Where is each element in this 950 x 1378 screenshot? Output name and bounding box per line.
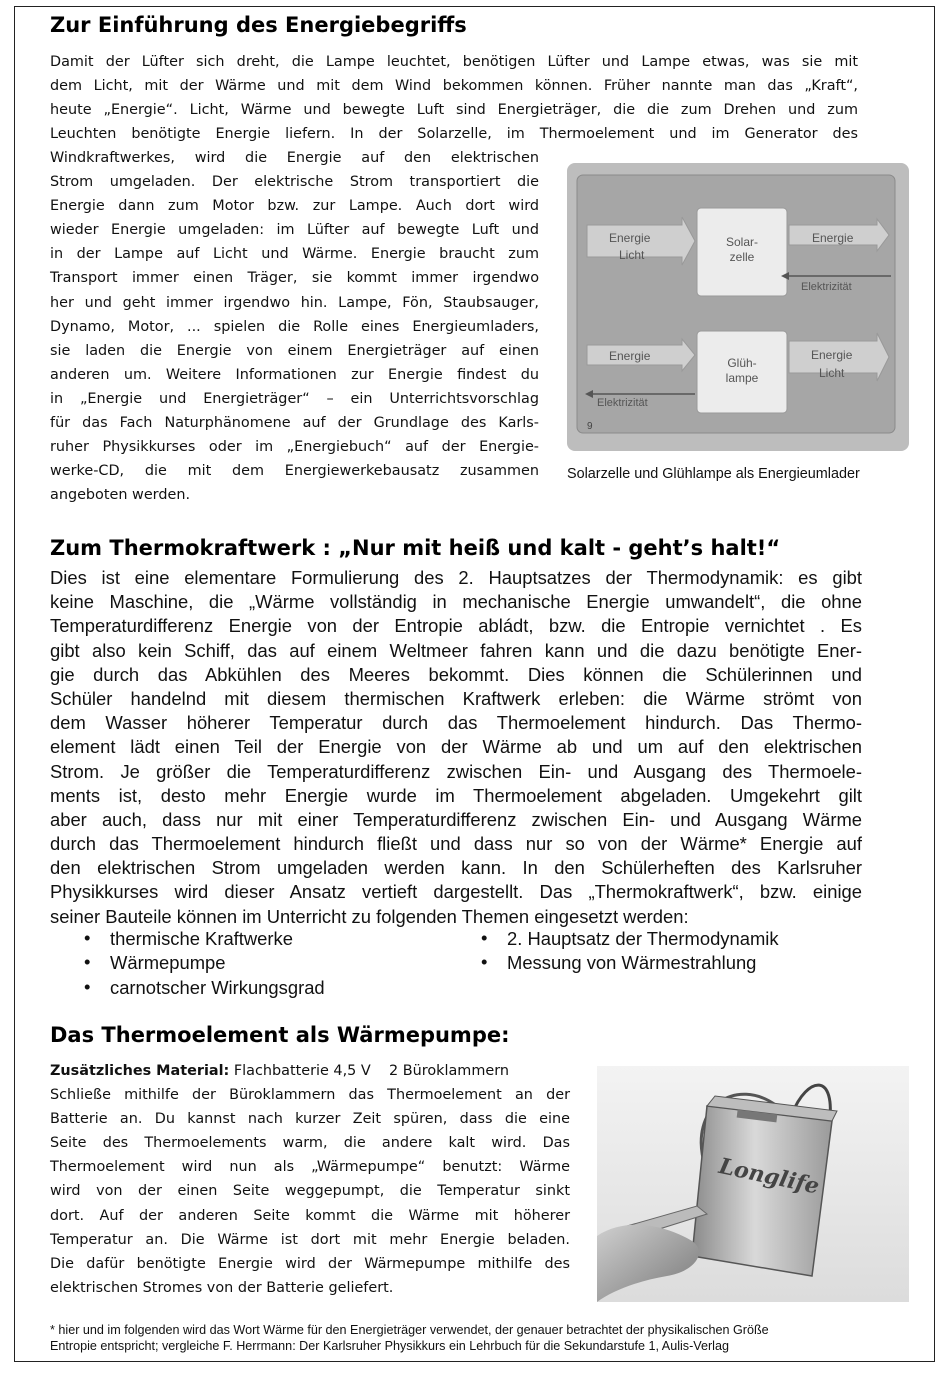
text-line: element lädt einen Teil der Energie von der Wärme ab und um auf den elektrischen <box>50 736 862 758</box>
text-line: dem Licht, mit der Wärme und mit dem Wind bekommen können. Früher nannte man das „Kraft“, <box>50 78 858 95</box>
text-line: gie durch das Abkühlen des Meeres bekommt. Dies können die Schülerinnen und <box>50 663 862 685</box>
text-line: in „Energie und Energieträger“ – ein Unterrichtsvorschlag <box>50 390 539 407</box>
text-line: Strom umgeladen. Der elektrische Strom transportiert die <box>50 174 539 191</box>
energy-converter-figure <box>567 163 909 451</box>
output-label: Energie <box>812 231 854 245</box>
text-line: Physikkurses wird dieser Ansatz vertieft dargestellt. Das „Thermokraftwerk“, bzw. einige <box>50 881 862 903</box>
lamp-label: lampe <box>725 371 759 385</box>
section2-paragraph <box>50 566 862 929</box>
text-line: Seite des Thermoelements warm, die andere kalt wird. Das <box>50 1135 570 1152</box>
text-line: Batterie an. Du kannst nach kurzer Zeit spüren, dass die eine <box>50 1111 570 1128</box>
text-line: den elektrischen Strom umgeladen werden kann. In den Schülerheften des Karlsruher <box>50 857 862 879</box>
text-line: wieder Energie umgeladen: im Lüfter auf bewegte Luft und <box>50 222 539 239</box>
material-line <box>50 1059 570 1083</box>
text-line: keine Maschine, die „Wärme vollständig in mechanische Energie umwandelt“, die ohne <box>50 591 862 613</box>
return-label: Elektrizität <box>801 281 852 293</box>
footnote-line: Entropie entspricht; vergleiche F. Herrmann: Der Karlsruher Physikkurs ein Lehrbuch für die Sekundarstufe 1, Aulis-Verlag <box>50 1339 729 1353</box>
footnote-line: * hier und im folgenden wird das Wort Wärme für den Energieträger verwendet, der genauer betrachtet der physikalischen Größe <box>50 1323 769 1337</box>
section-heading-heat-pump: Das Thermoelement als Wärmepumpe: <box>50 1023 510 1047</box>
text-line: wird von der einen Seite weggepumpt, die Temperatur sinkt <box>50 1183 570 1200</box>
text-line: Temperatur an. Die Wärme ist dort mit mehr Energie beladen. <box>50 1231 570 1248</box>
text-line: her und geht immer irgendwo hin. Lampe, Fön, Staubsauger, <box>50 294 539 311</box>
text-line: sie laden die Energie von einem Energieträger auf einen <box>50 342 539 359</box>
text-line: gibt also kein Schiff, das auf einem Weltmeer fahren kann und die dazu benötigte Ener- <box>50 639 862 661</box>
text-line: dem Wasser höherer Temperatur durch das Thermoelement hindurch. Das Thermo- <box>50 712 862 734</box>
figure-caption: Solarzelle und Glühlampe als Energieumlader <box>567 466 860 482</box>
text-line: Dies ist eine elementare Formulierung des 2. Hauptsatzes der Thermodynamik: es gibt <box>50 567 862 588</box>
text-line: Energie dann zum Motor bzw. zur Lampe. Auch dort wird <box>50 198 539 215</box>
battery-brand: Longlife <box>716 1153 822 1200</box>
text-line: elektrischen Stromes von der Batterie geliefert. <box>50 1279 394 1296</box>
section1-intro-paragraph <box>50 50 858 146</box>
text-line: aber auch, dass nur mit einer Temperaturdifferenz zwischen Ein- und Ausgang Wärme <box>50 808 862 830</box>
text-line: seiner Bauteile können im Unterricht zu folgenden Themen eingesetzt werden: <box>50 905 689 927</box>
output-label: Energie <box>811 348 853 362</box>
text-line: in der Lampe auf Licht und Wärme. Energie braucht zum <box>50 246 539 263</box>
text-line: werke-CD, die mit dem Energiewerkebausatz zusammen <box>50 463 539 480</box>
text-line: durch das Thermoelement hindurch fließt und dass nur so von der Wärme* Energie auf <box>50 833 862 855</box>
solar-cell-label: zelle <box>729 250 755 264</box>
footnote <box>50 1322 880 1354</box>
section-heading-thermo-power-plant: Zum Thermokraftwerk : „Nur mit heiß und kalt - geht’s halt!“ <box>50 536 781 560</box>
text-line: Schließe mithilfe der Büroklammern das Thermoelement an der <box>50 1087 570 1104</box>
text-line: Temperaturdifferenz Energie von der Entropie abládt, bzw. die Entropie vernichtet . Es <box>50 615 862 637</box>
text-line: Strom. Je größer die Temperaturdifferenz zwischen Ein- und Ausgang des Thermoele- <box>50 760 862 782</box>
text-line: angeboten werden. <box>50 487 191 504</box>
text-line: Windkraftwerkes, wird die Energie auf den elektrischen <box>50 150 539 166</box>
text-line: für das Fach Naturphänomene auf der Grundlage des Karls- <box>50 415 539 432</box>
lamp-label: Glüh- <box>727 356 757 370</box>
text-line: Leuchten benötigte Energie liefern. In der Solarzelle, im Thermoelement und im Generator des <box>50 126 858 143</box>
input-label: Energie <box>609 231 651 245</box>
return-label: Elektrizität <box>597 397 648 409</box>
input-label: Licht <box>619 248 645 262</box>
material-label: Zusätzliches Material: <box>50 1063 230 1079</box>
text-line: Thermoelement wird nun als „Wärmepumpe“ benutzt: Wärme <box>50 1159 570 1176</box>
text-line: Dynamo, Motor, ... spielen die Rolle eines Energieumladers, <box>50 318 539 335</box>
input-label: Energie <box>609 349 651 363</box>
section-heading-energy: Zur Einführung des Energiebegriffs <box>50 13 467 37</box>
output-label: Licht <box>819 366 845 380</box>
energy-flow-diagram <box>567 163 909 451</box>
solar-cell-label: Solar- <box>725 235 759 249</box>
battery-illustration <box>597 1066 909 1302</box>
text-line: Schüler handelnd mit diesem thermischen Kraftwerk erleben: die Wärme strömt von <box>50 687 862 709</box>
battery-photo <box>597 1066 909 1302</box>
text-line: Transport immer einen Träger, sie kommt immer irgendwo <box>50 270 539 287</box>
material-value: Flachbatterie 4,5 V 2 Büroklammern <box>229 1063 509 1079</box>
text-line: ments ist, desto mehr Energie wurde im Thermoelement abgeladen. Umgekehrt gilt <box>50 784 862 806</box>
figure-number: 9 <box>587 421 593 432</box>
text-line: anderen um. Weitere Informationen zur Energie findest du <box>50 366 539 383</box>
section3-paragraph <box>50 1059 570 1300</box>
section1-column-paragraph <box>50 146 539 507</box>
text-line: Die dafür benötigte Energie wird der Wärmepumpe mithilfe des <box>50 1255 570 1272</box>
text-line: heute „Energie“. Licht, Wärme und bewegte Luft sind Energieträger, die die zum Drehen und zum <box>50 102 858 119</box>
text-line: ruher Physikkurses oder im „Energiebuch“ auf der Energie- <box>50 439 539 456</box>
text-line: Damit der Lüfter sich dreht, die Lampe leuchtet, benötigen Lüfter und Lampe etwas, was sie mit <box>50 54 858 70</box>
text-line: dort. Auf der anderen Seite kommt die Wärme mit höherer <box>50 1207 570 1224</box>
